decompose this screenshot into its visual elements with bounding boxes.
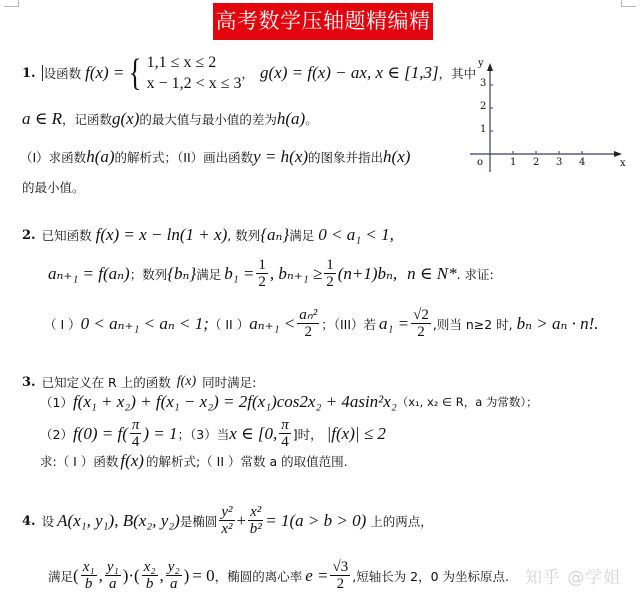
text-cursor (42, 65, 43, 81)
fraction-y1-over-a (105, 559, 121, 593)
text: 的最小值。 (22, 180, 85, 195)
text: ，记函数 (61, 112, 112, 127)
coordinate-axes-figure (468, 58, 628, 178)
problem-3-line-3 (40, 416, 386, 452)
math-expression: h(x) (383, 147, 411, 166)
text: ， (241, 66, 254, 81)
text: 同时满足: (202, 375, 257, 390)
problem-3-line-4 (40, 451, 348, 471)
math-expression: f(0) = f( (72, 424, 128, 443)
math-expression: f(x₁ + x₂) + f(x₁ − x₂) = 2f(x₁)cos2x₂ + 4asin²x₂ (72, 392, 397, 411)
math-expression: 0 < a₁ < 1, (318, 225, 394, 244)
problem-1-line-2 (22, 107, 318, 131)
numerator: x₁ (82, 559, 95, 575)
text: 设 (41, 514, 55, 529)
problem-1-line-1 (22, 52, 476, 94)
math-expression: a ∈ R (22, 109, 62, 128)
x-tick-4: 4 (579, 157, 586, 168)
text: （ II ） (208, 317, 250, 332)
math-expression: f(x) (176, 374, 197, 389)
text: ；（III）若 (321, 317, 377, 332)
problem-2-line-3 (44, 302, 599, 346)
numerator: x₂ (143, 559, 156, 575)
y-tick-2: 2 (480, 101, 487, 112)
y-tick-3: 3 (480, 78, 487, 89)
fraction-x2-over-b2 (248, 504, 263, 538)
math-expression: f(x) (120, 451, 144, 470)
denominator: b² (249, 521, 262, 537)
fraction-x1-over-b (81, 559, 97, 593)
page-corner-mark-right (621, 0, 636, 7)
math-expression: a₁ = (379, 314, 410, 333)
math-expression: {bₙ} (167, 264, 197, 283)
problem-number: 4. (22, 513, 36, 529)
text: ,则当 n≥2 时, (432, 317, 513, 332)
axes-svg (468, 58, 628, 178)
math-expression: = 1(a > b > 0) (265, 511, 367, 530)
numerator: π (281, 417, 289, 433)
math-expression: e = (305, 566, 329, 585)
problem-1-line-4 (22, 177, 85, 197)
denominator: b (84, 576, 93, 592)
math-expression: f(x) = x − ln(1 + x) (95, 225, 228, 244)
text: , 数列 (227, 228, 261, 243)
case-1: 1,1 ≤ x ≤ 2 (146, 54, 217, 71)
text: 设函数 (43, 66, 82, 81)
text: . 求证: (456, 267, 494, 282)
fraction-an-squared-over-2 (297, 307, 319, 341)
numerator: π (131, 417, 140, 433)
math-expression: , bₙ₊₁ ≥ (269, 264, 323, 283)
math-expression: g(x) (111, 109, 140, 128)
math-expression: h(a) (276, 109, 306, 128)
math-expression: A(x₁, y₁), B(x₂, y₂) (57, 511, 180, 530)
math-expression: x ∈ [0, (229, 424, 278, 443)
fraction-one-half (256, 257, 268, 291)
math-expression: n ∈ N* (407, 264, 457, 283)
math-expression: bₙ > aₙ · n!. (516, 314, 599, 333)
text: 的解析式；（II）画出函数 (114, 150, 254, 165)
problem-number: 3. (22, 374, 36, 390)
numerator: y₂ (167, 559, 180, 575)
denominator: a (109, 576, 117, 592)
denominator: 4 (281, 434, 289, 450)
text: 满足 (196, 267, 222, 282)
text: 的解析式;（ II ）常数 a 的取值范围. (145, 454, 348, 469)
math-expression: y = h(x) (253, 147, 309, 166)
x-tick-3: 3 (556, 157, 563, 168)
text: 求:（ I ）函数 (40, 454, 119, 469)
text: 满足 (48, 569, 74, 584)
numerator: √2 (413, 307, 429, 323)
math-expression: ) = 1 (143, 424, 178, 443)
text: 的图象并指出 (308, 150, 384, 165)
denominator: x² (221, 521, 233, 537)
case-2: x − 1,2 < x ≤ 3 (146, 75, 242, 92)
text: ；（3）当 (177, 427, 230, 442)
text: ；数列 (129, 267, 168, 282)
problem-4-line-2: 满足 ( $\frac{\text{x₁}}{b}$ , $\frac{\text{y₁}}{a}$ )·( $\frac{\text{x₂}}{b}$ , $\frac{\text{y₂}}{a}$ ) = 0 ，椭圆的离心率 e = $\frac{√3}{2}$ ,短轴长为 2，0 为坐标原点. (48, 559, 510, 592)
text: 。 (305, 112, 318, 127)
text: ]时， (292, 427, 323, 442)
math-expression: g(x) = f(x) − ax, x ∈ [1,3] (260, 63, 439, 82)
numerator: 1 (258, 257, 266, 273)
math-expression: {aₙ} (260, 225, 290, 244)
math-expression: b₁ = (224, 264, 255, 283)
math-expression: 0 < aₙ₊₁ < aₙ < 1; (80, 314, 209, 333)
text: ，其中 (438, 66, 477, 81)
text: （1） (40, 395, 73, 410)
fraction-sqrt2-over-2 (411, 307, 431, 341)
origin-label: o (477, 157, 484, 168)
numerator: aₙ² (299, 307, 318, 323)
problem-number: 2. (22, 227, 36, 243)
fraction-sqrt3-over-2 (330, 559, 350, 593)
numerator: y² (221, 504, 233, 520)
math-expression: = 0 (192, 566, 215, 585)
denominator: a (169, 576, 178, 592)
math-expression: (n+1)bₙ, (337, 264, 398, 283)
piecewise-brace: { (129, 52, 142, 94)
denominator: 2 (336, 576, 345, 592)
fraction-pi-over-4 (130, 417, 142, 451)
numerator: y₁ (106, 559, 119, 575)
text: 是椭圆 (179, 514, 218, 529)
document-title: 高考数学压轴题精编精解 (213, 3, 433, 40)
fraction-y2-over-x2 (219, 504, 234, 538)
piecewise-cases (147, 52, 242, 94)
math-expression: f(x) = (85, 63, 125, 82)
text: 已知函数 (41, 228, 92, 243)
fraction-one-half (324, 257, 336, 291)
problem-4-line-1 (22, 502, 433, 540)
text: 满足 (289, 228, 315, 243)
page-corner-mark-left (4, 0, 19, 7)
problem-2-line-1 (22, 222, 394, 248)
math-expression: h(a) (86, 147, 115, 166)
text: ,短轴长为 2，0 为坐标原点. (352, 569, 510, 584)
y-tick-1: 1 (480, 124, 487, 135)
x-axis-label: x (620, 158, 626, 169)
denominator: 2 (258, 274, 266, 290)
denominator: b (145, 576, 154, 592)
x-tick-1: 1 (510, 157, 517, 168)
text: 已知定义在 R 上的函数 (41, 375, 171, 390)
numerator: √3 (332, 559, 349, 575)
text: （x₁, x₂ ∈ R，a 为常数）； (396, 395, 538, 409)
zhihu-watermark: 知乎 @学姐 (525, 568, 622, 588)
fraction-y2-over-a (166, 559, 182, 593)
problem-number: 1. (22, 65, 36, 81)
denominator: 4 (131, 434, 140, 450)
problem-3-line-2 (40, 391, 538, 413)
text: ，椭圆的离心率 (214, 569, 303, 584)
text: 的最大值与最小值的差为 (139, 112, 277, 127)
denominator: 2 (304, 324, 312, 340)
text: （ I ） (44, 317, 81, 332)
numerator: x² (250, 504, 262, 520)
math-expression: aₙ₊₁ < (249, 314, 296, 333)
problem-1-line-3 (20, 145, 410, 169)
fraction-x2-over-b (142, 559, 158, 593)
math-expression: aₙ₊₁ = f(aₙ) (48, 264, 130, 283)
problem-3-line-1 (22, 372, 256, 392)
math-expression: + (236, 511, 247, 530)
x-tick-2: 2 (533, 157, 540, 168)
problem-2-line-2 (48, 254, 494, 294)
text: 上的两点， (370, 514, 433, 529)
fraction-pi-over-4 (279, 417, 291, 451)
math-expression: |f(x)| ≤ 2 (326, 424, 386, 443)
denominator: 2 (326, 274, 334, 290)
denominator: 2 (417, 324, 425, 340)
text: （I）求函数 (20, 150, 87, 165)
numerator: 1 (326, 257, 334, 273)
text: （2） (40, 427, 73, 442)
y-axis-label: y (478, 58, 484, 69)
